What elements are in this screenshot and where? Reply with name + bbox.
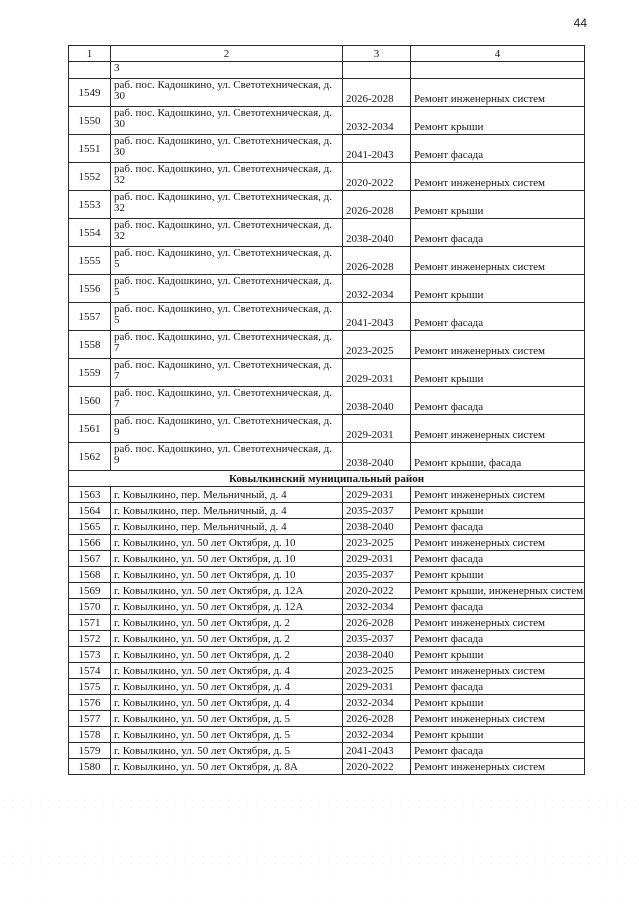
row-period: 2026-2028 — [343, 79, 411, 107]
row-period: 2035-2037 — [343, 631, 411, 647]
row-period: 2029-2031 — [343, 415, 411, 443]
row-period: 2035-2037 — [343, 503, 411, 519]
row-work-type: Ремонт инженерных систем — [411, 79, 585, 107]
row-period: 2023-2025 — [343, 535, 411, 551]
row-address: г. Ковылкино, ул. 50 лет Октября, д. 10 — [111, 567, 343, 583]
row-number: 1567 — [69, 551, 111, 567]
continuation-row — [69, 62, 585, 79]
scan-noise — [0, 790, 639, 905]
row-number: 1556 — [69, 275, 111, 303]
row-period: 2032-2034 — [343, 727, 411, 743]
table-row — [69, 79, 585, 107]
row-address: г. Ковылкино, ул. 50 лет Октября, д. 12А — [111, 583, 343, 599]
row-number: 1569 — [69, 583, 111, 599]
table-row — [69, 631, 585, 647]
table-row — [69, 415, 585, 443]
row-number: 1577 — [69, 711, 111, 727]
row-number: 1576 — [69, 695, 111, 711]
table-row — [69, 727, 585, 743]
table-row — [69, 551, 585, 567]
row-address: г. Ковылкино, ул. 50 лет Октября, д. 5 — [111, 727, 343, 743]
table-row — [69, 583, 585, 599]
table-row — [69, 743, 585, 759]
row-address: г. Ковылкино, ул. 50 лет Октября, д. 4 — [111, 695, 343, 711]
row-period: 2032-2034 — [343, 107, 411, 135]
row-period: 2038-2040 — [343, 647, 411, 663]
row-address: г. Ковылкино, ул. 50 лет Октября, д. 2 — [111, 647, 343, 663]
row-number: 1575 — [69, 679, 111, 695]
row-number: 1572 — [69, 631, 111, 647]
row-address: раб. пос. Кадошкино, ул. Светотехническая, д. 30 — [111, 79, 343, 107]
row-address: раб. пос. Кадошкино, ул. Светотехническая, д. 32 — [111, 163, 343, 191]
row-address: г. Ковылкино, ул. 50 лет Октября, д. 10 — [111, 551, 343, 567]
row-period: 2026-2028 — [343, 191, 411, 219]
row-work-type: Ремонт инженерных систем — [411, 331, 585, 359]
row-address: г. Ковылкино, пер. Мельничный, д. 4 — [111, 487, 343, 503]
row-address: раб. пос. Кадошкино, ул. Светотехническая, д. 5 — [111, 303, 343, 331]
column-header-1: 1 — [69, 46, 111, 62]
table-row — [69, 615, 585, 631]
row-number: 1578 — [69, 727, 111, 743]
row-period: 2029-2031 — [343, 679, 411, 695]
row-period: 2029-2031 — [343, 487, 411, 503]
row-work-type: Ремонт фасада — [411, 743, 585, 759]
row-work-type: Ремонт фасада — [411, 519, 585, 535]
row-period: 2041-2043 — [343, 743, 411, 759]
table-row — [69, 711, 585, 727]
row-period: 2020-2022 — [343, 163, 411, 191]
row-number: 1559 — [69, 359, 111, 387]
row-number: 1552 — [69, 163, 111, 191]
row-period: 2038-2040 — [343, 387, 411, 415]
row-work-type: Ремонт инженерных систем — [411, 711, 585, 727]
row-period: 2023-2025 — [343, 663, 411, 679]
row-work-type: Ремонт крыши — [411, 191, 585, 219]
row-work-type: Ремонт крыши — [411, 107, 585, 135]
row-address: г. Ковылкино, ул. 50 лет Октября, д. 5 — [111, 711, 343, 727]
row-address: раб. пос. Кадошкино, ул. Светотехническая, д. 7 — [111, 359, 343, 387]
row-number: 1580 — [69, 759, 111, 775]
row-address: раб. пос. Кадошкино, ул. Светотехническая, д. 30 — [111, 107, 343, 135]
row-address: раб. пос. Кадошкино, ул. Светотехническая, д. 32 — [111, 191, 343, 219]
row-number: 1570 — [69, 599, 111, 615]
row-work-type: Ремонт инженерных систем — [411, 247, 585, 275]
row-address: г. Ковылкино, ул. 50 лет Октября, д. 5 — [111, 743, 343, 759]
row-address: раб. пос. Кадошкино, ул. Светотехническая, д. 7 — [111, 387, 343, 415]
row-period: 2032-2034 — [343, 275, 411, 303]
row-number: 1561 — [69, 415, 111, 443]
table-row — [69, 359, 585, 387]
row-address: раб. пос. Кадошкино, ул. Светотехническая, д. 5 — [111, 275, 343, 303]
table-row — [69, 387, 585, 415]
column-header-3: 3 — [343, 46, 411, 62]
column-header-2: 2 — [111, 46, 343, 62]
row-work-type: Ремонт фасада — [411, 387, 585, 415]
row-work-type: Ремонт крыши — [411, 727, 585, 743]
row-address: г. Ковылкино, ул. 50 лет Октября, д. 4 — [111, 679, 343, 695]
table-row — [69, 599, 585, 615]
continuation-text: 3 — [111, 62, 343, 79]
row-work-type: Ремонт крыши, фасада — [411, 443, 585, 471]
row-address: г. Ковылкино, ул. 50 лет Октября, д. 2 — [111, 631, 343, 647]
table-row — [69, 487, 585, 503]
row-address: раб. пос. Кадошкино, ул. Светотехническая, д. 32 — [111, 219, 343, 247]
table-row — [69, 247, 585, 275]
row-work-type: Ремонт инженерных систем — [411, 535, 585, 551]
row-period: 2026-2028 — [343, 247, 411, 275]
row-number: 1560 — [69, 387, 111, 415]
column-number-header — [69, 46, 585, 62]
row-work-type: Ремонт инженерных систем — [411, 415, 585, 443]
table-row — [69, 647, 585, 663]
row-work-type: Ремонт фасада — [411, 599, 585, 615]
row-period: 2020-2022 — [343, 583, 411, 599]
row-period: 2026-2028 — [343, 615, 411, 631]
row-period: 2032-2034 — [343, 599, 411, 615]
table-row — [69, 191, 585, 219]
section-header-row — [69, 471, 585, 487]
row-number: 1565 — [69, 519, 111, 535]
row-address: г. Ковылкино, пер. Мельничный, д. 4 — [111, 519, 343, 535]
row-number: 1550 — [69, 107, 111, 135]
row-work-type: Ремонт инженерных систем — [411, 663, 585, 679]
row-work-type: Ремонт фасада — [411, 679, 585, 695]
row-period: 2029-2031 — [343, 551, 411, 567]
row-work-type: Ремонт крыши — [411, 275, 585, 303]
table-row — [69, 163, 585, 191]
row-work-type: Ремонт инженерных систем — [411, 487, 585, 503]
table-row — [69, 331, 585, 359]
table-row — [69, 135, 585, 163]
row-number: 1554 — [69, 219, 111, 247]
repair-schedule-table — [68, 45, 585, 775]
row-number: 1549 — [69, 79, 111, 107]
row-work-type: Ремонт инженерных систем — [411, 163, 585, 191]
row-work-type: Ремонт фасада — [411, 303, 585, 331]
table-row — [69, 759, 585, 775]
row-work-type: Ремонт инженерных систем — [411, 759, 585, 775]
row-period: 2041-2043 — [343, 303, 411, 331]
row-work-type: Ремонт крыши, инженерных систем — [411, 583, 585, 599]
row-period: 2038-2040 — [343, 519, 411, 535]
row-address: г. Ковылкино, пер. Мельничный, д. 4 — [111, 503, 343, 519]
table-row — [69, 663, 585, 679]
row-work-type: Ремонт крыши — [411, 567, 585, 583]
row-number: 1551 — [69, 135, 111, 163]
row-number: 1553 — [69, 191, 111, 219]
row-work-type: Ремонт фасада — [411, 631, 585, 647]
column-header-4: 4 — [411, 46, 585, 62]
row-address: г. Ковылкино, ул. 50 лет Октября, д. 10 — [111, 535, 343, 551]
row-period: 2023-2025 — [343, 331, 411, 359]
table-row — [69, 107, 585, 135]
table-row — [69, 519, 585, 535]
row-address: г. Ковылкино, ул. 50 лет Октября, д. 4 — [111, 663, 343, 679]
table-row — [69, 567, 585, 583]
table-row — [69, 219, 585, 247]
row-address: раб. пос. Кадошкино, ул. Светотехническая, д. 5 — [111, 247, 343, 275]
row-number: 1568 — [69, 567, 111, 583]
row-address: раб. пос. Кадошкино, ул. Светотехническая, д. 9 — [111, 415, 343, 443]
table-row — [69, 275, 585, 303]
table-row — [69, 695, 585, 711]
row-number: 1566 — [69, 535, 111, 551]
row-work-type: Ремонт фасада — [411, 551, 585, 567]
row-address: г. Ковылкино, ул. 50 лет Октября, д. 2 — [111, 615, 343, 631]
section-title: Ковылкинский муниципальный район — [69, 471, 585, 487]
row-number: 1563 — [69, 487, 111, 503]
table-row — [69, 503, 585, 519]
row-address: г. Ковылкино, ул. 50 лет Октября, д. 12А — [111, 599, 343, 615]
row-work-type: Ремонт крыши — [411, 503, 585, 519]
row-address: раб. пос. Кадошкино, ул. Светотехническая, д. 9 — [111, 443, 343, 471]
row-period: 2038-2040 — [343, 219, 411, 247]
row-number: 1562 — [69, 443, 111, 471]
row-period: 2041-2043 — [343, 135, 411, 163]
page-number: 44 — [573, 16, 587, 30]
row-work-type: Ремонт инженерных систем — [411, 615, 585, 631]
table-row — [69, 443, 585, 471]
row-work-type: Ремонт фасада — [411, 219, 585, 247]
row-number: 1564 — [69, 503, 111, 519]
table-row — [69, 535, 585, 551]
row-period: 2035-2037 — [343, 567, 411, 583]
row-work-type: Ремонт фасада — [411, 135, 585, 163]
row-period: 2020-2022 — [343, 759, 411, 775]
row-number: 1558 — [69, 331, 111, 359]
row-period: 2029-2031 — [343, 359, 411, 387]
row-number: 1571 — [69, 615, 111, 631]
row-address: раб. пос. Кадошкино, ул. Светотехническая, д. 30 — [111, 135, 343, 163]
row-number: 1579 — [69, 743, 111, 759]
row-number: 1557 — [69, 303, 111, 331]
row-number: 1555 — [69, 247, 111, 275]
row-work-type: Ремонт крыши — [411, 647, 585, 663]
table-row — [69, 679, 585, 695]
row-address: раб. пос. Кадошкино, ул. Светотехническая, д. 7 — [111, 331, 343, 359]
row-period: 2032-2034 — [343, 695, 411, 711]
row-number: 1574 — [69, 663, 111, 679]
row-address: г. Ковылкино, ул. 50 лет Октября, д. 8А — [111, 759, 343, 775]
row-period: 2026-2028 — [343, 711, 411, 727]
row-period: 2038-2040 — [343, 443, 411, 471]
row-work-type: Ремонт крыши — [411, 359, 585, 387]
row-number: 1573 — [69, 647, 111, 663]
row-work-type: Ремонт крыши — [411, 695, 585, 711]
table-row — [69, 303, 585, 331]
